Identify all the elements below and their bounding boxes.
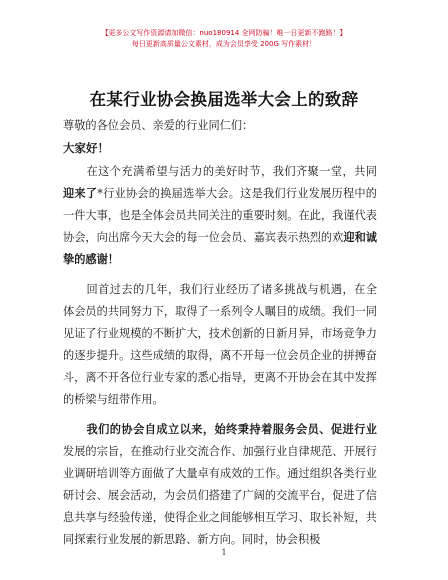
paragraph-3 bbox=[63, 419, 377, 551]
paragraph-1 bbox=[63, 161, 377, 271]
paragraph-3-text: 发展的宗旨，在推动行业交流合作、加强行业自律规范、开展行业调研培训等方面做了大量卓有成效的工作。通过组织各类行业研讨会、展会活动，为会员们搭建了广阔的交流平台，促进了信息共享与经验传递，使得企业之间能够相互学习、取长补短，共同探索行业发展的新思路、新方向。同时，协会积极 bbox=[63, 445, 377, 546]
document-body bbox=[63, 115, 377, 551]
paragraph-3-emphasis: 我们的协会自成立以来，始终秉持着服务会员、促进行业 bbox=[86, 423, 377, 436]
paragraph-2 bbox=[63, 279, 377, 411]
promo-banner bbox=[0, 28, 448, 50]
greeting: 大家好！ bbox=[63, 141, 109, 155]
document-title: 在某行业协会换届选举大会上的致辞 bbox=[89, 90, 359, 109]
paragraph-2-text: 回首过去的几年，我们行业经历了诸多挑战与机遇，在全体会员的共同努力下，取得了一系列令人瞩目的成绩。我们一同见证了行业规模的不断扩大，技术创新的日新月异，市场竞争力的逐步提升。这些成绩的取得，离不开每一位会员企业的拼搏奋斗，离不开各位行业专家的悉心指导，更离不开协会在其中发挥的桥梁与纽带作用。 bbox=[63, 283, 377, 406]
paragraph-1-text-a: 在这个充满希望与活力的美好时节，我们齐聚一堂，共同 bbox=[86, 165, 377, 178]
paragraph-1-emphasis-b: 迎和诚挚的感谢！ bbox=[63, 231, 377, 266]
page-number: 1 bbox=[221, 548, 227, 557]
paragraph-1-text-b: *行业协会的换届选举大会。这是我们行业发展历程中的一件大事，也是全体会员共同关注的重要时刻。在此，我谨代表协会，向出席今天大会的每一位会员、嘉宾表示热烈的欢 bbox=[63, 187, 377, 244]
paragraph-1-emphasis-a: 迎来了 bbox=[63, 187, 98, 200]
promo-banner-line2: 每日更新高质量公文素材，成为会员享受 200G 写作素材！ bbox=[131, 40, 317, 48]
salutation: 尊敬的各位会员、亲爱的行业同仁们： bbox=[63, 119, 254, 132]
promo-banner-line1: 【更多公文写作资源请加微信：nuo180914 全网防骗！唯一日更新不跑路！】 bbox=[101, 29, 347, 37]
